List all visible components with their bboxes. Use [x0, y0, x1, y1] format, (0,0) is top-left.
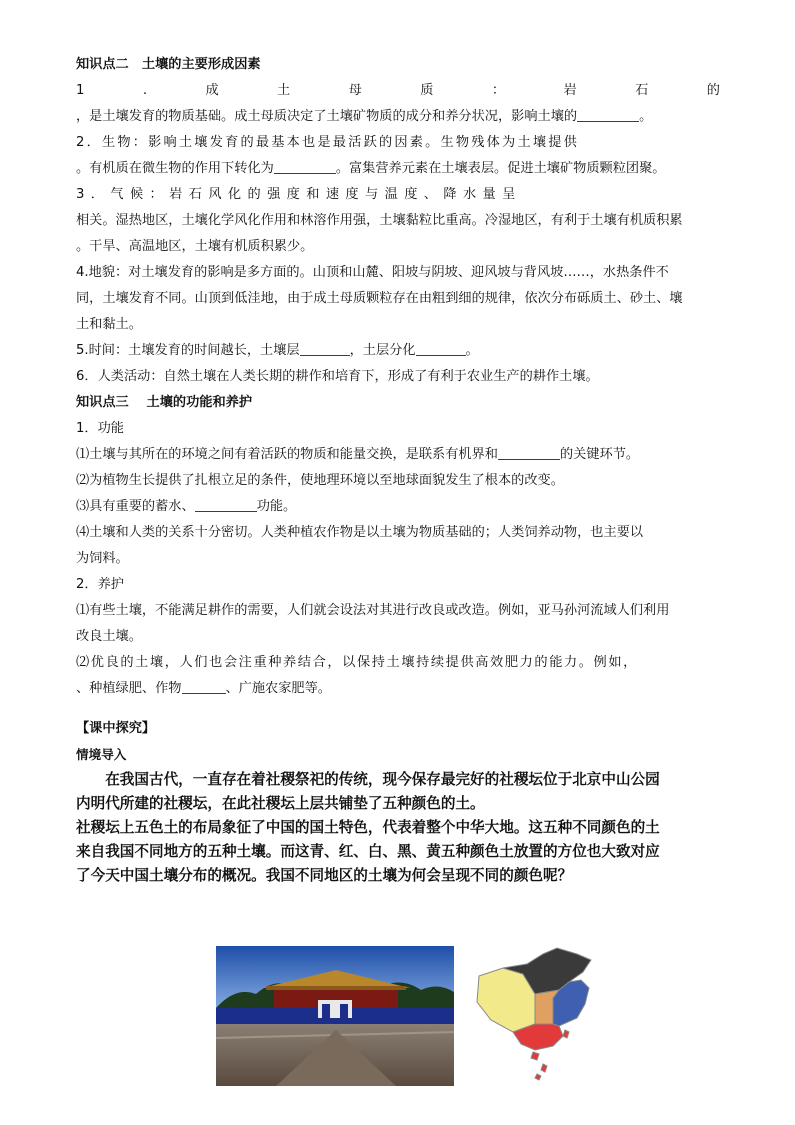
item1-token: 石 — [635, 83, 649, 98]
item5-end: 。 — [465, 343, 479, 358]
function-title: 1．功能 — [76, 421, 124, 436]
f3-text: ⑶具有重要的蓄水、 — [76, 499, 195, 514]
item5-text: 5.时间：土壤发育的时间越长，土壤层 — [76, 343, 300, 358]
intro-story — [76, 768, 720, 888]
item5-mid: ，土层分化 — [349, 343, 416, 358]
item4-line2: 同，土壤发育不同。山顶到低洼地，由于成土母质颗粒存在由粗到细的规律，依次分布砾质土、砂土、壤 — [76, 291, 683, 306]
item1-line2 — [76, 104, 720, 130]
function-2: ⑵为植物生长提供了扎根立足的条件，使地理环境以至地球面貌发生了根本的改变。 — [76, 473, 564, 488]
c2-text: 、种植绿肥、作物 — [76, 681, 182, 696]
item2-line2 — [76, 156, 720, 182]
function-4-line1: ⑷土壤和人类的关系十分密切。人类种植农作物是以土壤为物质基础的；人类饲养动物，也主要以 — [76, 525, 644, 540]
item1-token: 母 — [348, 83, 362, 98]
item1-token: . — [142, 83, 148, 98]
inquiry-heading: 【课中探究】 — [76, 721, 156, 736]
item1-token: 质 — [420, 83, 434, 98]
item2-end: 。富集营养元素在土壤表层。促进土壤矿物质颗粒团聚。 — [335, 161, 666, 176]
item6: 6．人类活动：自然土壤在人类长期的耕作和培育下，形成了有利于农业生产的耕作土壤。 — [76, 369, 599, 384]
item3-line2: 相关。湿热地区，土壤化学风化作用和林溶作用强，土壤黏粒比重高。冷湿地区，有利于土壤有机质积累 — [76, 213, 683, 228]
story-line: 内明代所建的社稷坛，在此社稷坛上层共铺垫了五种颜色的土。 — [76, 795, 485, 812]
document-page — [76, 52, 720, 888]
china-five-color-map — [473, 946, 599, 1082]
item1-token: 的 — [706, 83, 720, 98]
function-4-line2: 为饲料。 — [76, 551, 129, 566]
c2-end: 、广施农家肥等。 — [225, 681, 331, 696]
f3-end: 功能。 — [256, 499, 297, 514]
f1-end: 的关键环节。 — [560, 447, 640, 462]
soil-region-isl1 — [531, 1052, 539, 1060]
item1-end: 。 — [639, 109, 653, 124]
item4-line1: 4.地貌：对土壤发育的影响是多方面的。山顶和山麓、阳坡与阴坡、迎风坡与背风坡……，水热条件不 — [76, 265, 669, 280]
function-1 — [76, 442, 720, 468]
soil-region-isl4 — [563, 1030, 569, 1038]
care-2-line2 — [76, 676, 720, 702]
answer-blank[interactable] — [195, 497, 257, 512]
soil-region-isl2 — [541, 1064, 547, 1072]
item1-token: 土 — [277, 83, 291, 98]
item1-line1 — [76, 78, 720, 104]
item2-text: 。有机质在微生物的作用下转化为 — [76, 161, 274, 176]
item1-token: 岩 — [563, 83, 577, 98]
function-3 — [76, 494, 720, 520]
section2-heading: 知识点二 土壤的主要形成因素 — [76, 57, 261, 72]
f1-text: ⑴土壤与其所在的环境之间有着活跃的物质和能量交换，是联系有机界和 — [76, 447, 498, 462]
item4-line3: 土和黏土。 — [76, 317, 142, 332]
item1-text: ，是土壤发育的物质基础。成土母质决定了土壤矿物质的成分和养分状况，影响土壤的 — [76, 109, 578, 124]
answer-blank[interactable] — [498, 445, 560, 460]
answer-blank[interactable] — [300, 341, 350, 356]
story-line: 了今天中国土壤分布的概况。我国不同地区的土壤为何会呈现不同的颜色呢？ — [76, 867, 573, 884]
answer-blank[interactable] — [274, 159, 336, 174]
altar-photo — [216, 946, 454, 1086]
story-line: 在我国古代，一直存在着社稷祭祀的传统，现今保存最完好的社稷坛位于北京中山公园 — [76, 771, 660, 788]
item3-line3: 。干旱、高温地区，土壤有机质积累少。 — [76, 239, 314, 254]
item1-token: 1 — [76, 83, 85, 98]
answer-blank[interactable] — [577, 107, 639, 122]
care-1-line2: 改良土壤。 — [76, 629, 142, 644]
answer-blank[interactable] — [416, 341, 466, 356]
item2-line1: 2．生物：影响土壤发育的最基本也是最活跃的因素。生物残体为土壤提供 — [76, 135, 579, 150]
soil-region-isl3 — [535, 1074, 541, 1080]
care-1-line1: ⑴有些土壤，不能满足耕作的需要，人们就会设法对其进行改良或改造。例如，亚马孙河流域人们利用 — [76, 603, 670, 618]
item3-line1: 3．气候：岩石风化的强度和速度与温度、降水量呈 — [76, 187, 522, 202]
story-line: 来自我国不同地方的五种土壤。而这青、红、白、黑、黄五种颜色土放置的方位也大致对应 — [76, 843, 660, 860]
inquiry-subheading: 情境导入 — [76, 747, 127, 762]
item1-token: ： — [491, 83, 506, 98]
story-line: 社稷坛上五色土的布局象征了中国的国土特色，代表着整个中华大地。这五种不同颜色的土 — [76, 819, 660, 836]
figure-row — [216, 946, 716, 1086]
section3-heading: 知识点三 土壤的功能和养护 — [76, 395, 253, 410]
item1-token: 成 — [205, 83, 219, 98]
care-title: 2．养护 — [76, 577, 124, 592]
answer-blank[interactable] — [182, 679, 226, 694]
item5 — [76, 338, 720, 364]
care-2-line1: ⑵优良的土壤，人们也会注重种养结合，以保持土壤持续提供高效肥力的能力。例如， — [76, 655, 638, 670]
